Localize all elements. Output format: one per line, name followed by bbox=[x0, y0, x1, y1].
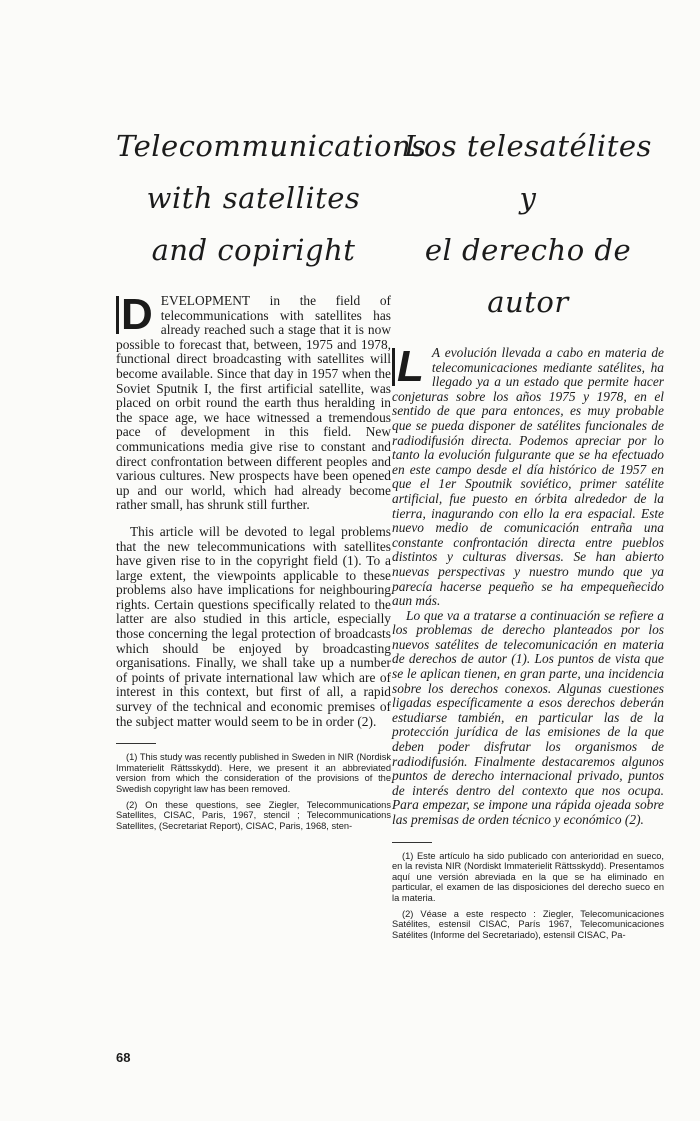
spanish-lead-word: A bbox=[431, 345, 441, 360]
spanish-paragraph-1-text: evolución llevada a cabo en materia de telecomunicaciones mediante satélites, ha llegado ya a un estado que permite hacer conjeturas sobre los años 1975 y 1978, en el sentido de que para entonces, es muy probable que se pueda disponer de satélites funcionales de radiodifusión directa. Podemos apreciar por lo tanto la evolución fulgurante que se ha efectuado en este campo desde el día histórico de 1957 en que el 1er Spoutnik soviético, primer satélite artificial, fue puesto en órbita alrededor de la tierra, inagurando con ello la era espacial. Este nuevo medio de comunicación entraña una constante confrontación directa entre pueblos distintos y culturas diversas. Se han abierto nuevas perspectivas y nuestro mundo que ya parecía hacerse pequeño se ha empequeñecido aun más. bbox=[392, 345, 664, 609]
english-paragraph-2: This article will be devoted to legal problems that the new telecommunications with satellites have given rise to in the copyright field (1). To a large extent, the viewpoints applicable to these problems also have implications for neighbouring rights. Certain questions specifically related to the latter are also studied in this article, especially those concerning the legal protection of broadcasts which should be enjoyed by broadcasting organisations. Finally, we shall take up a number of points of private international law which are of interest in this context, but first of all, a rapid survey of the technical and economic premises of the subject matter would seem to be in order (2). bbox=[116, 523, 391, 729]
spanish-paragraph-2: Lo que va a tratarse a continuación se refiere a los problemas de derecho planteados por los nuevos satélites de telecomunicación en materia de derechos de autor (1). Los puntos de vista que se le aplican tienen, en gran parte, una incidencia sobre los derechos conexos. Algunas cuestiones ligadas específicamente a esos derechos deberán estudiarse también, en particular las de la protección jurídica de las emisiones de la que deben poder disfrutar los organismos de radiodifusión. Finalmente destacaremos algunos puntos de derecho internacional privado, puntos de interés dentro del contexto que nos ocupa. Para empezar, se impone una rápida ojeada sobre las premisas de orden técnico y económico (2). bbox=[392, 607, 664, 827]
english-title-line-3: and copiright bbox=[151, 233, 356, 267]
spanish-dropcap: L bbox=[392, 348, 426, 386]
spanish-footnote-1: (1) Este artículo ha sido publicado con anterioridad en sueco, en la revista NIR (Nordiskt Immaterielit Rättsskydd). Presentamos aquí une versión abreviada en la que se ha eliminado en particular, el examen de las disposiciones del derecho sueco en la materia. bbox=[392, 850, 664, 903]
english-paragraph-1-text: in the field of telecommunications with satellites has already reached such a stage that it is now possible to forecast that, between, 1975 and 1978, functional direct broadcasting with satellites will become available. Since that day in 1957 when the Soviet Sputnik I, the first artificial satellite, was placed on orbit round the earth thus heralding in the space age, we hace witnessed a tremendous pace of development in this field. New communications media give rise to constant and direct confrontation between different peoples and various cultures. New prospects have been opened up and our world, which had already become rather small, has shrunk still further. bbox=[116, 293, 391, 513]
english-title bbox=[116, 120, 427, 276]
english-column bbox=[116, 120, 427, 836]
spanish-title-line-2: y bbox=[519, 181, 537, 215]
spanish-footnote-rule bbox=[392, 842, 432, 843]
spanish-title-line-3: el derecho de autor bbox=[424, 233, 632, 319]
english-body bbox=[116, 290, 391, 729]
english-footnote-rule bbox=[116, 743, 156, 744]
english-paragraph-1 bbox=[116, 290, 391, 513]
english-footnote-1: (1) This study was recently published in Sweden in NIR (Nordisk Immaterielit Rättsskydd). Here, we present it an abbreviated version from which the consideration of the provisions of the Swedish copyright law has been removed. bbox=[116, 752, 391, 794]
english-title-line-2: with satellites bbox=[146, 181, 361, 215]
english-footnote-2: (2) On these questions, see Ziegler, Telecommunications Satellites, CISAC, Paris, 1967, stencil ; Telecommunications Satellites, (Secretariat Report), CISAC, Paris, 1968, sten- bbox=[116, 799, 391, 831]
english-lead-word: EVELOPMENT bbox=[160, 293, 251, 308]
spanish-title-line-1: Los telesatélites bbox=[404, 129, 652, 163]
spanish-paragraph-1 bbox=[392, 342, 664, 609]
english-dropcap: D bbox=[116, 296, 155, 334]
spanish-footnote-2: (2) Véase a este respecto : Ziegler, Telecomunicaciones Satélites, estensil CISAC, París 1967, Telecomunicaciones Satélites (Informe del Secretariado), estensil CISAC, Pa- bbox=[392, 908, 664, 940]
english-footnotes bbox=[116, 752, 391, 831]
spanish-column bbox=[392, 120, 664, 945]
spanish-title bbox=[392, 120, 664, 328]
page-number: 68 bbox=[116, 1050, 131, 1065]
spanish-footnotes bbox=[392, 851, 664, 941]
english-title-line-1: Telecommunications bbox=[116, 129, 427, 163]
spanish-body bbox=[392, 342, 664, 828]
